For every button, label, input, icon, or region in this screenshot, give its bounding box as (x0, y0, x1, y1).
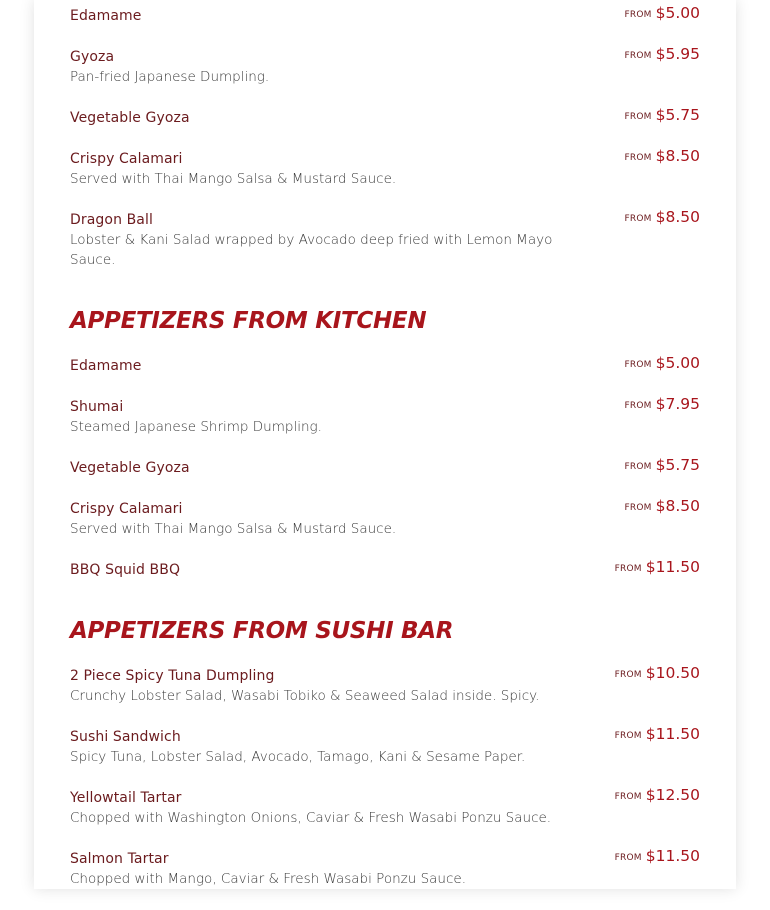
price-amount: $5.00 (655, 4, 700, 22)
from-label: FROM (624, 51, 652, 61)
price-amount: $5.75 (655, 456, 700, 474)
item-name: Dragon Ball (70, 212, 153, 228)
from-label: FROM (624, 503, 652, 513)
item-description: Served with Thai Mango Salsa & Mustard Sauce. (70, 171, 397, 187)
menu-item (70, 727, 700, 767)
price-amount: $11.50 (645, 558, 700, 576)
item-price (625, 3, 700, 26)
from-label: FROM (624, 401, 652, 411)
item-description: Lobster & Kani Salad wrapped by Avocado deep fried with Lemon Mayo Sauce. (70, 232, 553, 268)
menu-section (70, 6, 700, 270)
from-label: FROM (624, 214, 652, 224)
menu-item (70, 397, 700, 437)
from-label: FROM (614, 564, 642, 574)
item-name: Vegetable Gyoza (70, 460, 190, 476)
from-label: FROM (624, 462, 652, 472)
section-title: APPETIZERS FROM SUSHI BAR (70, 618, 454, 644)
item-price (615, 663, 700, 686)
menu-section (70, 616, 700, 889)
item-description: Spicy Tuna, Lobster Salad, Avocado, Tamago, Kani & Sesame Paper. (70, 749, 526, 765)
item-name: 2 Piece Spicy Tuna Dumpling (70, 668, 275, 684)
item-description: Served with Thai Mango Salsa & Mustard Sauce. (70, 521, 397, 537)
from-label: FROM (614, 670, 642, 680)
price-amount: $11.50 (645, 725, 700, 743)
price-amount: $12.50 (645, 786, 700, 804)
price-amount: $11.50 (645, 847, 700, 865)
item-price (625, 353, 700, 376)
item-name: Edamame (70, 8, 142, 24)
menu-item (70, 666, 700, 706)
menu-list (70, 6, 700, 910)
menu-item (70, 458, 700, 478)
item-price (625, 44, 700, 67)
item-price (625, 496, 700, 519)
item-name: Yellowtail Tartar (70, 790, 182, 806)
item-description: Chopped with Mango, Caviar & Fresh Wasabi Ponzu Sauce. (70, 871, 466, 887)
item-name: Shumai (70, 399, 124, 415)
from-label: FROM (624, 360, 652, 370)
item-description: Pan-fried Japanese Dumpling. (70, 69, 270, 85)
menu-item (70, 356, 700, 376)
item-name: Crispy Calamari (70, 501, 183, 517)
menu-section (70, 306, 700, 580)
price-amount: $7.95 (655, 395, 700, 413)
item-price (615, 557, 700, 580)
price-amount: $8.50 (655, 497, 700, 515)
menu-card (34, 0, 736, 889)
from-label: FROM (614, 792, 642, 802)
item-name: BBQ Squid BBQ (70, 562, 181, 578)
item-price (615, 846, 700, 869)
menu-item (70, 47, 700, 87)
from-label: FROM (624, 153, 652, 163)
item-name: Vegetable Gyoza (70, 110, 190, 126)
item-name: Edamame (70, 358, 142, 374)
menu-item (70, 6, 700, 26)
menu-item (70, 108, 700, 128)
item-description: Chopped with Washington Onions, Caviar & Fresh Wasabi Ponzu Sauce. (70, 810, 552, 826)
menu-item (70, 560, 700, 580)
item-price (625, 394, 700, 417)
price-amount: $10.50 (645, 664, 700, 682)
item-name: Sushi Sandwich (70, 729, 181, 745)
menu-item (70, 210, 700, 270)
price-amount: $5.00 (655, 354, 700, 372)
item-price (625, 146, 700, 169)
from-label: FROM (614, 853, 642, 863)
menu-item (70, 849, 700, 889)
item-name: Crispy Calamari (70, 151, 183, 167)
item-name: Gyoza (70, 49, 115, 65)
item-name: Salmon Tartar (70, 851, 169, 867)
item-price (625, 207, 700, 230)
menu-item (70, 788, 700, 828)
section-title: APPETIZERS FROM KITCHEN (70, 308, 427, 334)
item-price (615, 724, 700, 747)
item-price (615, 785, 700, 808)
from-label: FROM (624, 10, 652, 20)
price-amount: $8.50 (655, 208, 700, 226)
from-label: FROM (624, 112, 652, 122)
price-amount: $8.50 (655, 147, 700, 165)
price-amount: $5.95 (655, 45, 700, 63)
menu-item (70, 149, 700, 189)
item-price (625, 105, 700, 128)
item-price (625, 455, 700, 478)
item-description: Crunchy Lobster Salad, Wasabi Tobiko & Seaweed Salad inside. Spicy. (70, 688, 540, 704)
price-amount: $5.75 (655, 106, 700, 124)
menu-item (70, 499, 700, 539)
item-description: Steamed Japanese Shrimp Dumpling. (70, 419, 322, 435)
from-label: FROM (614, 731, 642, 741)
